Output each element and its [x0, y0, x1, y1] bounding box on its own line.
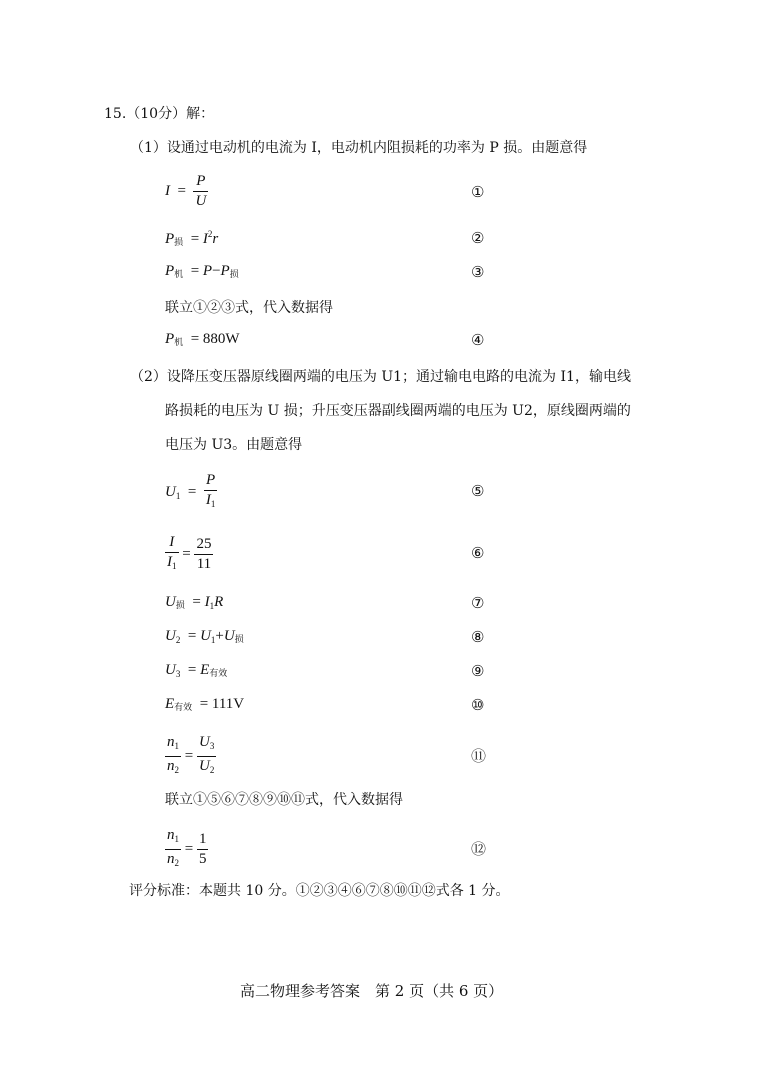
equation-9: $U_3 = E$有效 [165, 662, 228, 679]
equation-number-8: ⑧ [471, 628, 485, 646]
fraction: $\frac{P}{U}$ [195, 173, 207, 209]
equation-number-7: ⑦ [471, 594, 485, 612]
equation-12: $\frac{n_1}{n_2}$ = $\frac{1}{5}$ [165, 826, 208, 873]
equation-number-10: ⑩ [471, 696, 485, 714]
fraction: $\frac{I}{I_1}$ [167, 534, 177, 571]
fraction: $\frac{25}{11}$ [196, 536, 212, 572]
part2-intro-line2: 路损耗的电压为 U 损；升压变压器副线圈两端的电压为 U2，原线圈两端的 [165, 403, 631, 419]
equation-number-5: ⑤ [471, 482, 485, 500]
part2-intro-line1: （2）设降压变压器原线圈两端的电压为 U1；通过输电电路的电流为 I1，输电线 [130, 369, 631, 385]
part2-intro-line3: 电压为 U3。由题意得 [165, 437, 303, 453]
equation-number-12: ⑫ [471, 840, 487, 858]
equation-number-9: ⑨ [471, 662, 485, 680]
fraction: $\frac{n_1}{n_2}$ [167, 827, 179, 868]
equation-11: $\frac{n_1}{n_2}$ = $\frac{U_3}{U_2}$ [165, 733, 216, 780]
equation-5: $U_1$ = $\frac{P}{I_1}$ [165, 471, 217, 514]
equation-number-3: ③ [471, 263, 485, 281]
problem-header: 15.（10分）解： [104, 106, 215, 122]
equation-8: $U_2 = U_1+U$损 [165, 628, 244, 645]
equation-number-2: ② [471, 229, 485, 247]
equation-4: P机 = 880W [165, 331, 240, 347]
fraction: $\frac{1}{5}$ [198, 831, 207, 867]
page-footer: 高二物理参考答案 第 2 页（共 6 页） [240, 982, 504, 1000]
equation-number-11: ⑪ [471, 747, 487, 765]
scoring-criteria: 评分标准：本题共 10 分。①②③④⑥⑦⑧⑩⑪⑫式各 1 分。 [129, 883, 510, 899]
fraction: $\frac{U_3}{U_2}$ [198, 734, 215, 775]
equation-1: I = $\frac{P}{U}$ [165, 173, 207, 209]
equation-7: U损 = $I_1R$ [165, 594, 224, 611]
equation-10: E有效 = 111V [165, 696, 245, 712]
fraction: $\frac{n_1}{n_2}$ [167, 734, 179, 775]
equation-3: P机 = P−P损 [165, 263, 239, 279]
equation-6: $\frac{I}{I_1}$ = $\frac{25}{11}$ [165, 533, 213, 576]
equation-2: P损 = $I^2r$ [165, 229, 219, 247]
fraction: $\frac{P}{I_1}$ [205, 472, 216, 509]
equation-number-6: ⑥ [471, 544, 485, 562]
equation-number-4: ④ [471, 331, 485, 349]
equation-number-1: ① [471, 183, 485, 201]
part1-combine: 联立①②③式，代入数据得 [165, 300, 333, 316]
part2-combine: 联立①⑤⑥⑦⑧⑨⑩⑪式，代入数据得 [165, 792, 403, 808]
part1-intro: （1）设通过电动机的电流为 I，电动机内阻损耗的功率为 P 损。由题意得 [130, 140, 588, 156]
